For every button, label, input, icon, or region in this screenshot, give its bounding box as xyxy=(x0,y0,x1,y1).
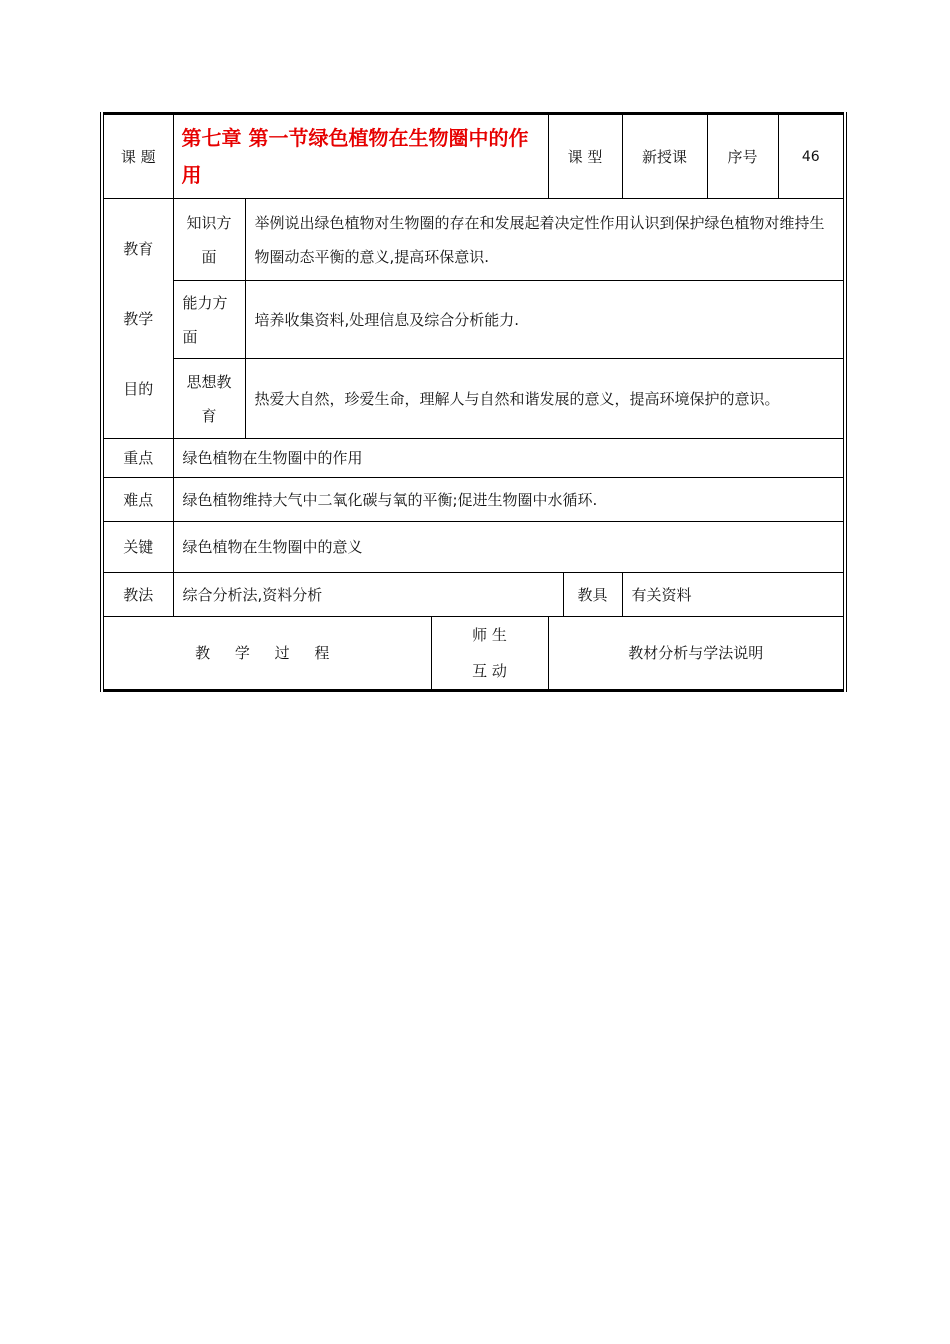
key-point-label: 重点 xyxy=(102,439,173,478)
ideology-text: 热爱大自然，珍爱生命，理解人与自然和谐发展的意义，提高环境保护的意识。 xyxy=(245,359,845,439)
interaction-header-line-1: 师 生 xyxy=(472,626,507,644)
method-text: 综合分析法,资料分析 xyxy=(173,573,563,617)
objective-ideology-row xyxy=(102,359,845,439)
knowledge-text: 举例说出绿色植物对生物圈的存在和发展起着决定性作用认识到保护绿色植物对维持生物圈动态平衡的意义,提高环保意识. xyxy=(245,199,845,281)
topic-label: 课 题 xyxy=(102,114,173,199)
crux-text: 绿色植物在生物圈中的意义 xyxy=(173,522,845,573)
lesson-plan-table xyxy=(100,112,847,692)
lesson-title: 第七章 第一节绿色植物在生物圈中的作用 xyxy=(173,114,548,199)
analysis-header: 教材分析与学法说明 xyxy=(548,617,845,691)
tools-text: 有关资料 xyxy=(622,573,845,617)
knowledge-label: 知识方面 xyxy=(173,199,245,281)
title-row xyxy=(102,114,845,199)
objectives-label-line-2: 教学 xyxy=(123,309,154,328)
interaction-header-line-2: 互 动 xyxy=(472,662,507,680)
key-point-text: 绿色植物在生物圈中的作用 xyxy=(173,439,845,478)
sequence-value: 46 xyxy=(778,114,845,199)
key-point-row xyxy=(102,439,845,478)
interaction-header xyxy=(431,617,548,691)
objective-ability-row xyxy=(102,281,845,359)
sequence-label: 序号 xyxy=(707,114,778,199)
objectives-label-line-1: 教育 xyxy=(123,239,154,258)
lesson-type-value: 新授课 xyxy=(622,114,707,199)
ability-label: 能力方面 xyxy=(173,281,245,359)
objectives-label xyxy=(102,199,173,439)
lesson-type-label: 课 型 xyxy=(548,114,622,199)
ideology-label: 思想教育 xyxy=(173,359,245,439)
method-row xyxy=(102,573,845,617)
process-header-row xyxy=(102,617,845,691)
process-header: 教 学 过 程 xyxy=(102,617,431,691)
method-label: 教法 xyxy=(102,573,173,617)
tools-label: 教具 xyxy=(563,573,622,617)
crux-label: 关键 xyxy=(102,522,173,573)
objectives-label-line-3: 目的 xyxy=(123,379,154,398)
difficulty-label: 难点 xyxy=(102,478,173,522)
objective-knowledge-row xyxy=(102,199,845,281)
difficulty-text: 绿色植物维持大气中二氧化碳与氧的平衡;促进生物圈中水循环. xyxy=(173,478,845,522)
difficulty-row xyxy=(102,478,845,522)
crux-row xyxy=(102,522,845,573)
ability-text: 培养收集资料,处理信息及综合分析能力. xyxy=(245,281,845,359)
